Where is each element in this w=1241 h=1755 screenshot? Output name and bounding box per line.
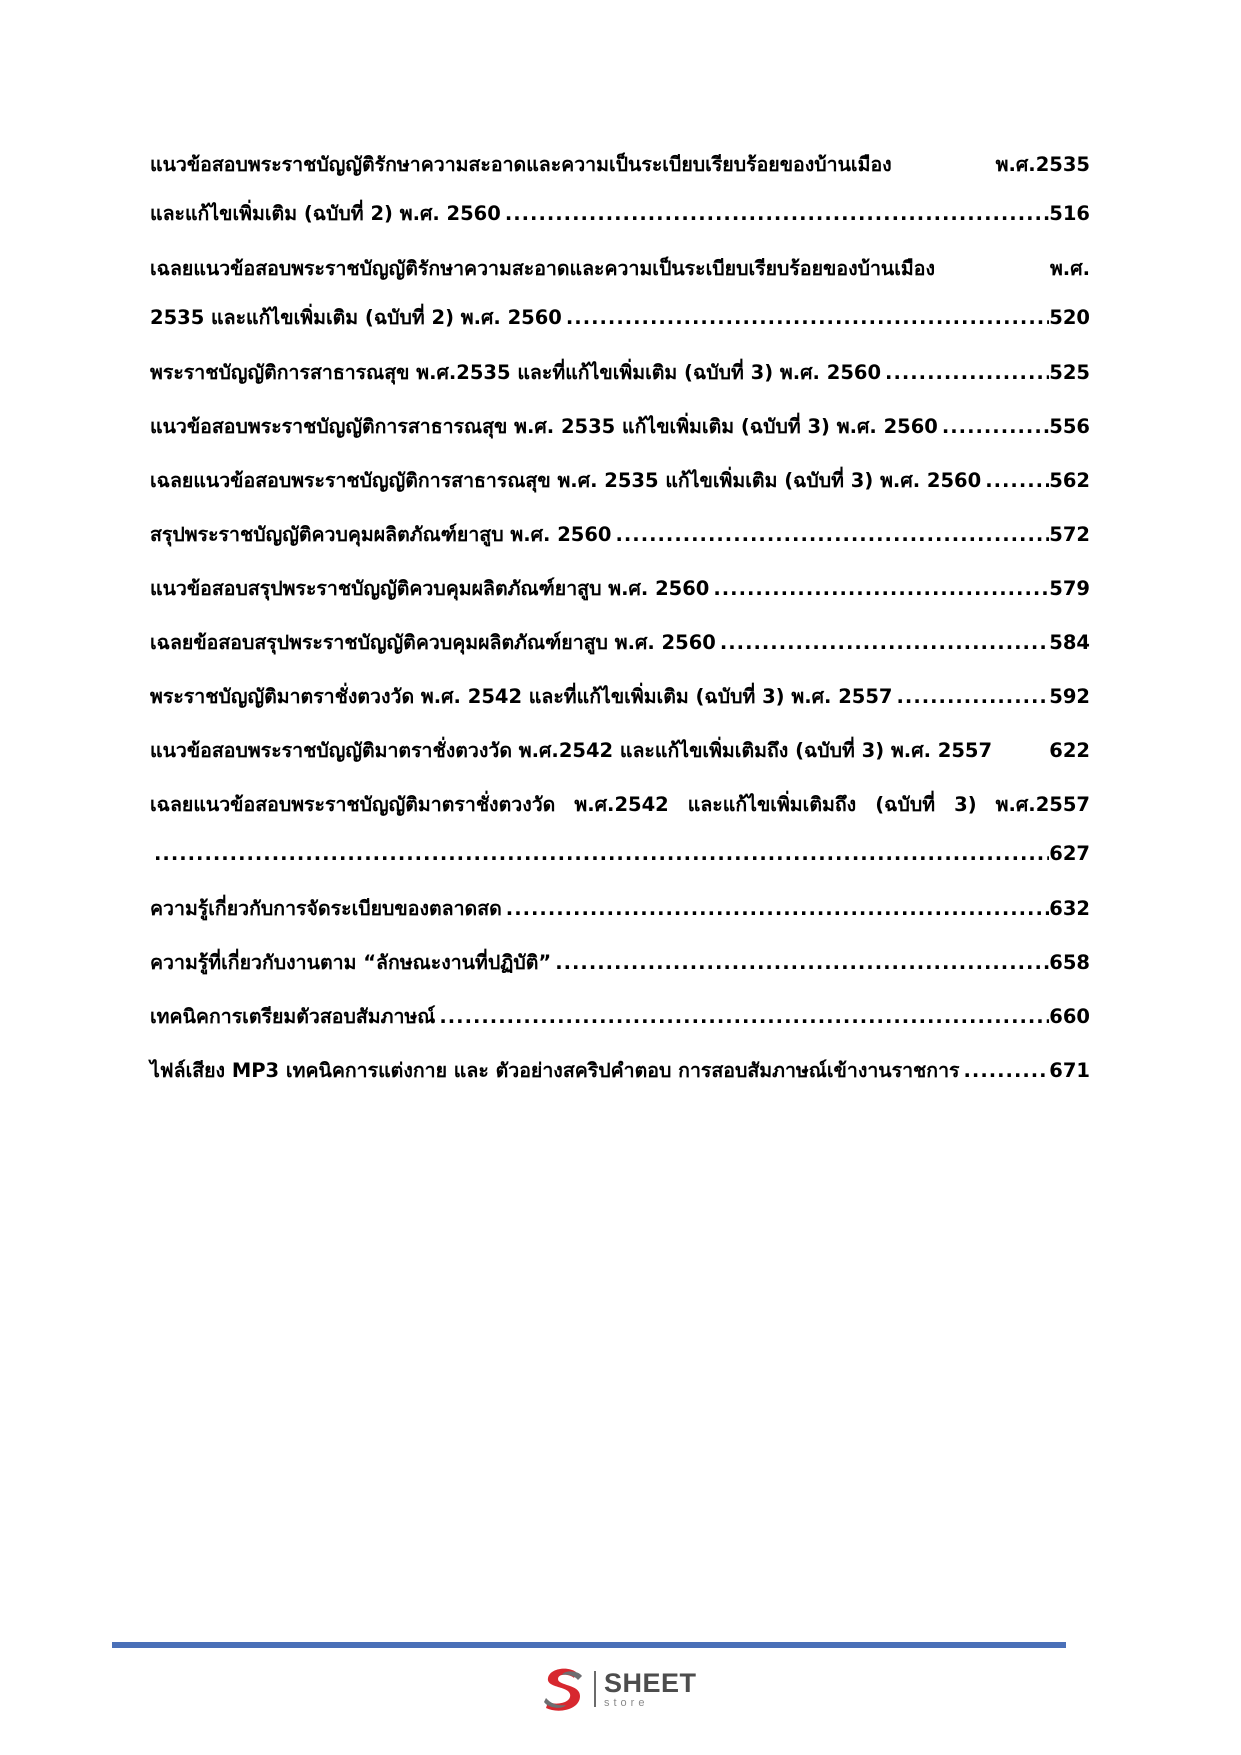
toc-entry-line xyxy=(150,630,1090,656)
toc-entry-title-cont: และแก้ไขเพิ่มเติม (ฉบับที่ 2) พ.ศ. 2560 xyxy=(150,202,501,225)
toc-entry-line xyxy=(150,576,1090,602)
table-of-contents xyxy=(150,152,1090,1112)
logo-subtitle: store xyxy=(604,1696,649,1709)
toc-entry-line xyxy=(150,896,1090,922)
toc-entry[interactable] xyxy=(150,256,1090,331)
toc-entry[interactable] xyxy=(150,576,1090,602)
toc-entry-title: แนวข้อสอบพระราชบัญญัติรักษาความสะอาดและความเป็นระเบียบเรียบร้อยของบ้านเมือง พ.ศ.2535 xyxy=(150,153,1090,176)
footer-rule xyxy=(112,1642,1066,1648)
toc-entry-line xyxy=(150,468,1090,494)
toc-page-number: 627 xyxy=(1049,842,1090,865)
toc-entry-line xyxy=(150,841,1090,867)
toc-entry-line xyxy=(150,684,1090,710)
toc-page-number: 516 xyxy=(1049,202,1090,225)
toc-entry-title-cont: 2535 และแก้ไขเพิ่มเติม (ฉบับที่ 2) พ.ศ. 2560 xyxy=(150,306,562,329)
toc-entry-title: เฉลยข้อสอบสรุปพระราชบัญญัติควบคุมผลิตภัณฑ์ยาสูบ พ.ศ. 2560 xyxy=(150,631,716,654)
logo-wordmark: SHEET xyxy=(604,1667,697,1698)
toc-entry[interactable] xyxy=(150,950,1090,976)
toc-page-number: 572 xyxy=(1049,523,1090,546)
toc-page-number: 556 xyxy=(1049,415,1090,438)
toc-entry-title: เฉลยแนวข้อสอบพระราชบัญญัติมาตราชั่งตวงวัด พ.ศ.2542 และแก้ไขเพิ่มเติมถึง (ฉบับที่ 3) พ.ศ.2557 xyxy=(150,793,1090,816)
toc-page-number: 525 xyxy=(1049,361,1090,384)
dot-leader xyxy=(435,1004,1049,1030)
toc-page-number: 562 xyxy=(1049,469,1090,492)
toc-entry[interactable] xyxy=(150,684,1090,710)
toc-page-number: 520 xyxy=(1049,306,1090,329)
toc-page-number: 658 xyxy=(1049,951,1090,974)
toc-page-number: 584 xyxy=(1049,631,1090,654)
dot-leader xyxy=(551,950,1049,976)
toc-entry-title: พระราชบัญญัติการสาธารณสุข พ.ศ.2535 และที่แก้ไขเพิ่มเติม (ฉบับที่ 3) พ.ศ. 2560 xyxy=(150,361,882,384)
toc-entry-line xyxy=(150,738,1090,764)
dot-leader xyxy=(960,1058,1050,1084)
dot-leader xyxy=(150,841,1049,867)
toc-entry[interactable] xyxy=(150,792,1090,867)
dot-leader xyxy=(501,201,1049,227)
toc-entry[interactable] xyxy=(150,1058,1090,1084)
dot-leader xyxy=(611,522,1049,548)
toc-entry-title: เฉลยแนวข้อสอบพระราชบัญญัติรักษาความสะอาดและความเป็นระเบียบเรียบร้อยของบ้านเมือง พ.ศ. xyxy=(150,257,1090,280)
toc-entry-line xyxy=(150,360,1090,386)
dot-leader xyxy=(562,305,1049,331)
dot-leader xyxy=(709,576,1049,602)
dot-leader xyxy=(716,630,1049,656)
toc-entry-title: ความรู้ที่เกี่ยวกับงานตาม “ลักษณะงานที่ปฏิบัติ” xyxy=(150,951,552,974)
toc-entry[interactable] xyxy=(150,414,1090,440)
dot-leader xyxy=(502,896,1050,922)
toc-entry[interactable] xyxy=(150,360,1090,386)
toc-entry[interactable] xyxy=(150,468,1090,494)
toc-entry-title: แนวข้อสอบพระราชบัญญัติมาตราชั่งตวงวัด พ.ศ.2542 และแก้ไขเพิ่มเติมถึง (ฉบับที่ 3) พ.ศ. 2557 xyxy=(150,739,993,762)
toc-entry-title: แนวข้อสอบพระราชบัญญัติการสาธารณสุข พ.ศ. 2535 แก้ไขเพิ่มเติม (ฉบับที่ 3) พ.ศ. 2560 xyxy=(150,415,938,438)
dot-leader xyxy=(981,468,1049,494)
toc-entry[interactable] xyxy=(150,152,1090,227)
sheet-store-logo xyxy=(538,1664,697,1714)
toc-page-number: 671 xyxy=(1049,1059,1090,1082)
dot-leader xyxy=(881,360,1049,386)
toc-entry-line xyxy=(150,1058,1090,1084)
toc-entry-line xyxy=(150,305,1090,331)
toc-page-number: 592 xyxy=(1049,685,1090,708)
toc-entry-title: ความรู้เกี่ยวกับการจัดระเบียบของตลาดสด xyxy=(150,897,502,920)
toc-entry-title: พระราชบัญญัติมาตราชั่งตวงวัด พ.ศ. 2542 และที่แก้ไขเพิ่มเติม (ฉบับที่ 3) พ.ศ. 2557 xyxy=(150,685,893,708)
toc-entry-line xyxy=(150,522,1090,548)
toc-entry-line xyxy=(150,1004,1090,1030)
dot-leader xyxy=(893,684,1050,710)
dot-leader xyxy=(938,414,1049,440)
toc-entry-title: เทคนิคการเตรียมตัวสอบสัมภาษณ์ xyxy=(150,1005,436,1028)
toc-entry-line xyxy=(150,201,1090,227)
toc-entry-title: แนวข้อสอบสรุปพระราชบัญญัติควบคุมผลิตภัณฑ์ยาสูบ พ.ศ. 2560 xyxy=(150,577,710,600)
toc-entry-title: สรุปพระราชบัญญัติควบคุมผลิตภัณฑ์ยาสูบ พ.ศ. 2560 xyxy=(150,523,612,546)
toc-entry[interactable] xyxy=(150,522,1090,548)
toc-entry[interactable] xyxy=(150,738,1090,764)
toc-entry-title: เฉลยแนวข้อสอบพระราชบัญญัติการสาธารณสุข พ.ศ. 2535 แก้ไขเพิ่มเติม (ฉบับที่ 3) พ.ศ. 2560 xyxy=(150,469,982,492)
toc-entry-title: ไฟล์เสียง MP3 เทคนิคการแต่งกาย และ ตัวอย่างสคริปคำตอบ การสอบสัมภาษณ์เข้างานราชการ xyxy=(150,1059,960,1082)
toc-page-number: 622 xyxy=(1049,739,1090,762)
toc-entry-line xyxy=(150,950,1090,976)
toc-entry[interactable] xyxy=(150,630,1090,656)
toc-page-number: 660 xyxy=(1049,1005,1090,1028)
toc-entry[interactable] xyxy=(150,1004,1090,1030)
sheet-store-logo-icon xyxy=(538,1664,588,1714)
logo-separator xyxy=(594,1671,596,1707)
toc-page-number: 632 xyxy=(1049,897,1090,920)
toc-entry-line xyxy=(150,414,1090,440)
toc-entry[interactable] xyxy=(150,896,1090,922)
logo-text xyxy=(604,1667,697,1709)
toc-page-number: 579 xyxy=(1049,577,1090,600)
